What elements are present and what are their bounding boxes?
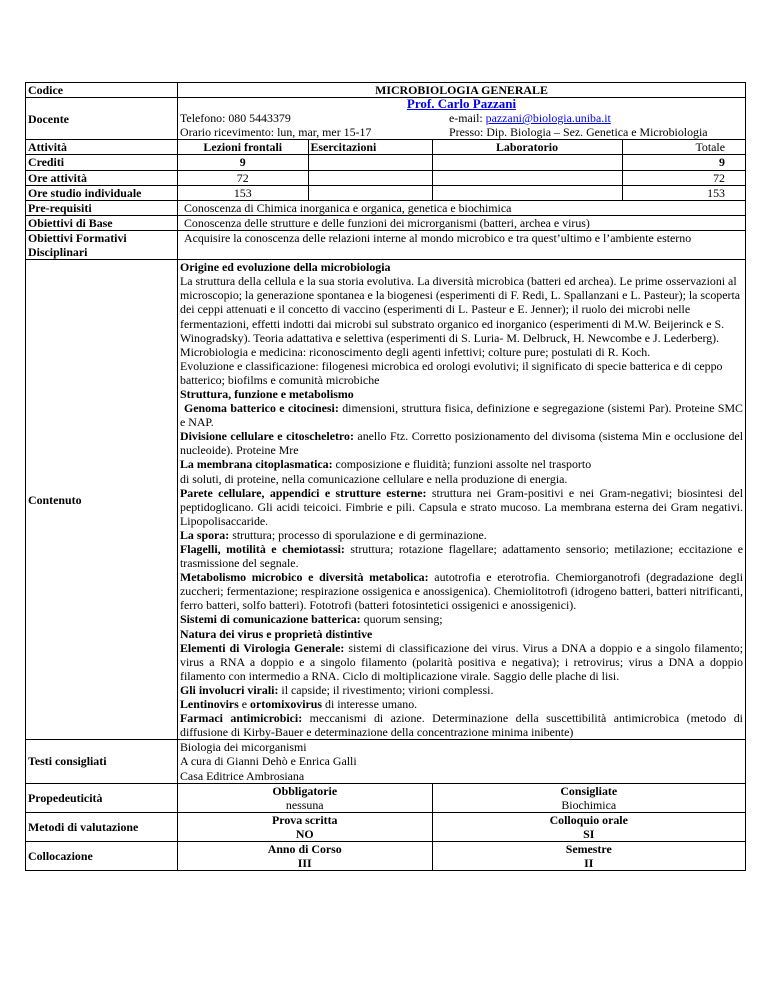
valutazione-scritta-header: Prova scritta [272, 812, 338, 827]
header-laboratorio: Laboratorio [432, 140, 622, 154]
valutazione-scritta-value: NO [295, 826, 314, 841]
row-obiettivi-formativi [26, 230, 746, 259]
section-origine-title: Origine ed evoluzione della microbiologia [180, 260, 391, 275]
propedeuticita-consigliate-header: Consigliate [560, 783, 618, 798]
ore-studio-lezioni: 153 [178, 186, 308, 200]
item-ortomixovirus-title: ortomixovirus [250, 697, 323, 712]
item-divisione-title: Divisione cellulare e citoscheletro: [180, 429, 354, 444]
professor-name[interactable]: Prof. Carlo Pazzani [406, 96, 517, 112]
item-farmaci-title: Farmaci antimicrobici: [180, 711, 303, 726]
row-obiettivi-base [26, 215, 746, 230]
testi-line-2: A cura di Gianni Dehò e Enrica Galli [180, 754, 357, 769]
row-attivita [26, 140, 746, 155]
item-involucri [180, 683, 743, 697]
valutazione-orale-value: SI [583, 826, 595, 841]
row-crediti [26, 155, 746, 170]
row-docente [26, 98, 746, 140]
ore-studio-totale: 153 [622, 186, 745, 200]
item-comunicazione-text: quorum sensing; [360, 612, 443, 627]
contenuto-body [178, 260, 746, 740]
item-membrana-title: La membrana citoplasmatica: [180, 457, 333, 472]
row-contenuto [26, 260, 746, 740]
valutazione-orale-header: Colloquio orale [549, 812, 628, 827]
email-link[interactable]: pazzani@biologia.uniba.it [485, 111, 611, 126]
item-virologia-text: sistemi di classificazione dei virus. Virus a DNA a doppio e a singolo filamento; virus a RNA a doppio e a singolo filamento (polarità positiva e negativa); i retrovirus; virus a DNA a doppio filamento con intermedio a RNA. Ciclo di moltiplicazione virale. Saggio delle plache di lisi. [180, 640, 743, 683]
crediti-lezioni: 9 [178, 155, 308, 169]
header-totale: Totale [622, 140, 745, 154]
course-title: MICROBIOLOGIA GENERALE [178, 83, 746, 98]
collocazione-semestre-value: II [584, 856, 594, 871]
item-parete-title: Parete cellulare, appendici e strutture esterne: [180, 485, 427, 500]
item-metabolismo-text: autotrofia e eterotrofia. Chemiorganotrofi (degradazione degli zuccheri; fermentazione; respirazione ossigenica e anossigenica). Chemiolitotrofi (idrogeno batteri, batteri nitrificanti, ferro batteri, solfo batteri). Fototrofi (batteri fotosintetici ossigenici e anossigenici). [180, 570, 743, 613]
label-contenuto: Contenuto [26, 260, 178, 740]
item-metabolismo [180, 570, 743, 612]
collocazione-anno-header: Anno di Corso [267, 841, 342, 856]
item-virologia [180, 641, 743, 683]
testi-line-1: Biologia dei micorganismi [180, 740, 307, 755]
label-ore-studio: Ore studio individuale [26, 185, 178, 200]
label-prerequisiti: Pre-requisiti [26, 200, 178, 215]
propedeuticita-obbligatorie-header: Obbligatorie [272, 783, 338, 798]
row-prerequisiti [26, 200, 746, 215]
label-docente: Docente [26, 98, 178, 140]
item-lentivirus-and: e [238, 697, 251, 712]
item-flagelli-text: struttura; rotazione flagellare; adattamento sensorio; metilazione; eccitazione e trasmissione del segnale. [180, 542, 743, 571]
item-flagelli [180, 542, 743, 570]
item-parete-text: struttura nei Gram-positivi e nei Gram-negativi; biosintesi del peptidoglicano. Gli acidi teicoici. Fimbrie e pili. Capsula e strato mucoso. La membrana esterna dei Gram negativi. Lipopolisaccaride. [180, 485, 744, 528]
item-spora-title: La spora: [180, 527, 230, 542]
row-testi [26, 740, 746, 783]
item-comunicazione-title: Sistemi di comunicazione batterica: [180, 612, 361, 627]
item-farmaci-text: meccanismi di azione. Determinazione della suscettibilità antimicrobica (metodo di diffusione di Kirby-Bauer e determinazione della concentrazione minima inibente) [180, 711, 743, 740]
item-involucri-title: Gli involucri virali: [180, 682, 279, 697]
email-line [449, 111, 739, 125]
label-codice: Codice [26, 83, 178, 98]
row-ore-studio [26, 185, 746, 200]
item-divisione [180, 429, 743, 457]
item-membrana [180, 457, 743, 485]
section-struttura-title: Struttura, funzione e metabolismo [180, 386, 354, 401]
testi-value [178, 740, 746, 783]
collocazione-anno-value: III [297, 856, 312, 871]
telefono: Telefono: 080 5443379 [180, 111, 291, 126]
course-table [25, 82, 746, 871]
item-parete [180, 486, 743, 528]
item-farmaci [180, 711, 743, 739]
prerequisiti-value: Conoscenza di Chimica inorganica e organica, genetica e biochimica [178, 200, 746, 215]
label-testi: Testi consigliati [26, 740, 178, 783]
item-virologia-title: Elementi di Virologia Generale: [180, 640, 345, 655]
collocazione-semestre-header: Semestre [565, 841, 612, 856]
item-genoma-title: Genoma batterico e citocinesi: [184, 401, 339, 416]
ore-attivita-lezioni: 72 [178, 171, 308, 185]
label-crediti: Crediti [26, 155, 178, 170]
email-label: e-mail: [449, 111, 486, 126]
ore-attivita-totale: 72 [622, 171, 745, 185]
label-propedeuticita: Propedeuticità [26, 783, 178, 812]
orario-ricevimento: Orario ricevimento: lun, mar, mer 15-17 [180, 125, 372, 140]
item-membrana-text: composizione e fluidità; funzioni assolte nel trasporto di soluti, di proteine, nella comunicazione cellulare e nella produzione di energia. [180, 457, 592, 486]
label-obiettivi-base: Obiettivi di Base [26, 215, 178, 230]
item-genoma [180, 401, 743, 429]
row-codice [26, 83, 746, 98]
label-attivita: Attività [26, 140, 178, 155]
row-propedeuticita [26, 783, 746, 812]
item-flagelli-title: Flagelli, motilità e chemiotassi: [180, 542, 345, 556]
label-collocazione: Collocazione [26, 841, 178, 870]
item-spora-text: struttura; processo di sporulazione e di germinazione. [229, 527, 487, 542]
testi-line-3: Casa Editrice Ambrosiana [180, 768, 305, 783]
origine-paragraph-1: La struttura della cellula e la sua storia evolutiva. La diversità microbica (batteri ed archea). Le prime osservazioni al microscopio; la generazione spontanea e la biogenesi (esperimenti di F. Redi, L. Spallanzani e L. Pasteur); la scoperta dei ceppi attenuati e il concetto di vaccino (esperimenti di L. Pasteur e E. Jenner); il ruolo dei microbi nelle fermentazioni, effetti indotti dai microbi sul substrato organico ed inorganico (esperimenti di M.W. Beijerinck e S. Winogradsky). Teoria adattativa e selettiva (esperimenti di S. Luria- M. Delbruck, H. Newcombe e J. Lederberg). [180, 274, 741, 345]
crediti-totale: 9 [622, 155, 745, 169]
item-spora [180, 528, 743, 542]
label-obiettivi-formativi-2: Disciplinari [28, 245, 88, 260]
origine-paragraph-2: Microbiologia e medicina: riconoscimento degli agenti infettivi; colture pure; postulati di R. Koch. [180, 344, 651, 359]
label-obiettivi-formativi [26, 230, 178, 259]
item-genoma-text: dimensioni, struttura fisica, definizione e segregazione (sistemi Par). Proteine SMC e NAP. [180, 401, 743, 430]
label-obiettivi-formativi-1: Obiettivi Formativi [28, 230, 127, 245]
label-ore-attivita: Ore attività [26, 170, 178, 185]
origine-paragraph-3: Evoluzione e classificazione: filogenesi microbica ed orologi evolutivi; il significato di specie batterica e di ceppo batterico; biofilms e comunità microbiche [180, 358, 723, 387]
item-comunicazione [180, 612, 743, 626]
label-valutazione: Metodi di valutazione [26, 812, 178, 841]
docente-info [178, 98, 746, 140]
propedeuticita-obbligatorie-value: nessuna [285, 797, 324, 812]
obiettivi-formativi-value: Acquisire la conoscenza delle relazioni interne al mondo microbico e tra quest’ultimo e l’ambiente esterno [178, 230, 746, 259]
row-ore-attivita [26, 170, 746, 185]
obiettivi-base-value: Conoscenza delle strutture e delle funzioni dei microrganismi (batteri, archea e virus) [178, 215, 746, 230]
item-lentivirus-title: Lentinovirs [180, 697, 239, 712]
item-lentivirus-text: di interesse umano. [322, 697, 418, 712]
row-valutazione [26, 812, 746, 841]
item-metabolismo-title: Metabolismo microbico e diversità metabolica: [180, 570, 429, 585]
header-esercitazioni: Esercitazioni [308, 140, 432, 154]
section-virus-title: Natura dei virus e proprietà distintive [180, 626, 373, 641]
item-lentivirus [180, 697, 743, 711]
propedeuticita-consigliate-value: Biochimica [561, 797, 617, 812]
item-divisione-text: anello Ftz. Corretto posizionamento del divisoma (sistema Min e occlusione del nucleoide). Proteine Mre [180, 429, 743, 458]
row-collocazione [26, 841, 746, 870]
attivita-grid [178, 140, 745, 154]
item-involucri-text: il capside; il rivestimento; virioni complessi. [278, 682, 494, 697]
presso: Presso: Dip. Biologia – Sez. Genetica e Microbiologia [449, 125, 708, 140]
header-lezioni: Lezioni frontali [178, 140, 308, 154]
